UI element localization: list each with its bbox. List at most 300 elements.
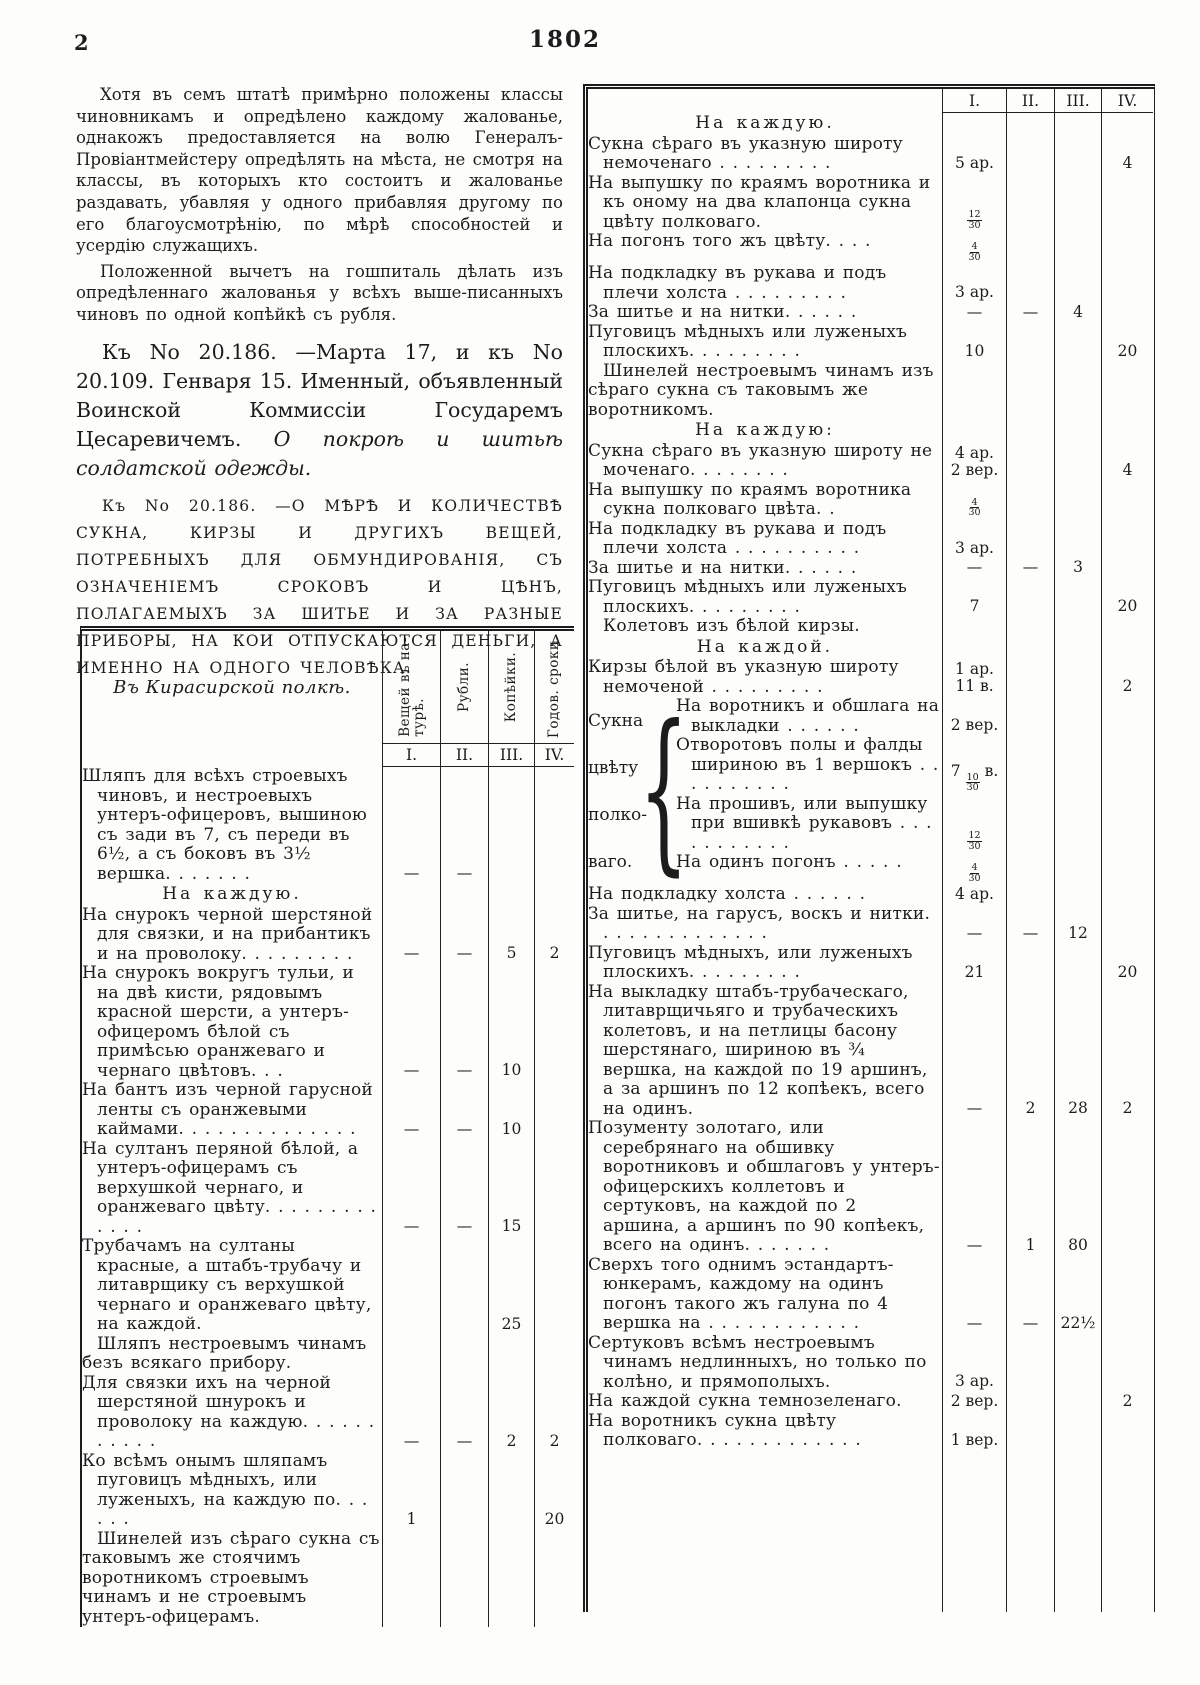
table-row (588, 1412, 1154, 1451)
col-iii-value (1054, 1119, 1101, 1256)
value-text: 7 (969, 597, 980, 615)
col-i-value (382, 1237, 440, 1335)
value-text (967, 821, 981, 851)
col-iv-value (1101, 481, 1153, 520)
col-ii-value (1006, 853, 1054, 885)
rotated-header-cell (440, 631, 488, 743)
fraction-value (967, 210, 981, 230)
value-text: 4 (1122, 153, 1133, 172)
col-i-value (942, 697, 1006, 736)
value-text: 5 (506, 944, 517, 962)
col-i-value (942, 481, 1006, 520)
col-iv-value (534, 1237, 574, 1335)
row-text: На бантъ изъ черной гарусной ленты съ оранжевыми каймами. . . . . . . . . . . . . . (82, 1080, 373, 1139)
col-i-value (942, 944, 1006, 983)
row-text: Сукна сѣраго въ указную широту не моченаго. . . . . . . . (588, 440, 933, 480)
table-row (588, 174, 1154, 233)
col-iii-value (1054, 853, 1101, 885)
value-text: — (1022, 923, 1039, 942)
table-title: Въ Кирасирской полкѣ. (113, 676, 351, 698)
column-header-IV: IV. (534, 743, 574, 767)
value-text: 25 (501, 1314, 522, 1333)
value-text: — (403, 864, 420, 882)
table-row (588, 442, 1154, 481)
fraction-denominator: 30 (968, 840, 981, 852)
col-i-value (382, 1374, 440, 1452)
table-row (82, 1530, 574, 1628)
col-i-value (382, 1530, 440, 1628)
table-row (588, 578, 1154, 617)
col-i-value (942, 135, 1006, 174)
col-iv-value (1101, 264, 1153, 303)
col-iii-value (1054, 578, 1101, 617)
table-fill-row (588, 1451, 1154, 1613)
value-text: 80 (1068, 1235, 1088, 1254)
col-iv-value (534, 884, 574, 906)
value-text: 2 (1025, 1099, 1036, 1117)
fraction-numerator: 4 (971, 496, 978, 508)
column-header-I: I. (942, 89, 1006, 113)
col-ii-value (1006, 983, 1054, 1120)
col-ii-value (1006, 362, 1054, 421)
value-text: 3 ар. (955, 283, 994, 301)
kirasir-regiment-table (80, 626, 574, 1627)
table-header-region (82, 631, 574, 743)
value-text: — (966, 1099, 983, 1117)
col-i-value (942, 905, 1006, 944)
col-iv-value (1101, 113, 1153, 135)
col-i-value (942, 362, 1006, 421)
table-row (82, 884, 574, 906)
fraction-numerator: 12 (968, 209, 981, 220)
table-row (588, 520, 1154, 559)
col-i-value (942, 174, 1006, 233)
col-ii-value (1006, 323, 1054, 362)
value-text: — (456, 1431, 473, 1450)
col-iv-value (1101, 944, 1153, 983)
col-iv-value (1101, 520, 1153, 559)
row-text: Пуговицъ мѣдныхъ или луженыхъ плоскихъ. . . . . . . . . (588, 321, 908, 361)
group-item-row (676, 795, 1154, 854)
col-iii-value (1054, 1392, 1101, 1412)
col-iii-value (488, 767, 534, 884)
col-iii-value (488, 884, 534, 906)
sub-heading: На каждую: (695, 420, 835, 440)
col-i-value (382, 964, 440, 1081)
col-ii-value (1006, 1256, 1054, 1334)
brace-char: { (638, 689, 690, 893)
col-iii-value (1054, 113, 1101, 135)
col-ii-value (1006, 232, 1054, 264)
table-row (588, 481, 1154, 520)
value-text: 15 (501, 1217, 522, 1235)
row-text: За шитье и на нитки. . . . . . (588, 302, 857, 322)
col-i-value (942, 1412, 1006, 1451)
col-iii-value (1054, 135, 1101, 174)
col-iv-value (534, 1374, 574, 1452)
column-numeral-header-row (588, 89, 1154, 113)
col-ii-value (440, 1530, 488, 1628)
row-text: За шитье, на гарусъ, воскъ и нитки. . . . . . . . . . . . . . (588, 903, 931, 943)
row-text: На подкладку холста . . . . . . (588, 884, 866, 904)
col-i-value (942, 1392, 1006, 1412)
sub-heading: На каждой. (696, 636, 834, 657)
value-text: 2 (1122, 1391, 1133, 1410)
row-text: На прошивъ, или выпушку при вшивкѣ рукавовъ . . . . . . . . . . . (676, 793, 932, 853)
value-text: 20 (544, 1509, 565, 1528)
col-ii-value (1006, 944, 1054, 983)
col-ii-value (1006, 520, 1054, 559)
col-iii-value (1054, 905, 1101, 944)
col-ii-value (440, 1140, 488, 1238)
col-iv-value (1101, 1392, 1153, 1412)
value-text: — (966, 1235, 983, 1254)
row-text: На воротникъ и обшлага на выкладки . . . . . . (676, 696, 940, 736)
sub-heading: На каждую. (162, 884, 302, 904)
row-text: Трубачамъ на султаны красные, а штабъ-трубачу и литаврщику съ верхушкой чернаго и оранжеваго цвѣту, на каждой. (82, 1236, 372, 1334)
fraction-value (967, 242, 981, 262)
col-ii-value (440, 1237, 488, 1335)
col-i-value (382, 1140, 440, 1238)
value-text: 1 вер. (950, 1430, 999, 1449)
value-text: 10 (501, 1119, 522, 1138)
col-iii-value (1054, 481, 1101, 520)
fraction-denominator: 30 (966, 782, 979, 793)
value-text: — (966, 923, 983, 942)
col-iii-value (1054, 323, 1101, 362)
col-i-value (942, 983, 1006, 1120)
col-iii-value (488, 1140, 534, 1238)
value-text: — (456, 1061, 473, 1079)
col-iii-value (1054, 983, 1101, 1120)
col-ii-value (440, 767, 488, 884)
col-i-value (382, 906, 440, 965)
col-i-value (382, 884, 440, 906)
fraction-value (967, 498, 981, 518)
col-iv-value (1101, 559, 1153, 579)
col-ii-value (1006, 174, 1054, 233)
row-text: Пуговицъ мѣдныхъ или луженыхъ плоскихъ. . . . . . . . . (588, 577, 908, 617)
table-row (588, 617, 1154, 637)
col-ii-value (1006, 1334, 1054, 1393)
value-text: 2 (549, 944, 560, 962)
col-iii-value (1054, 442, 1101, 481)
col-iv-value (1101, 697, 1153, 736)
table-row (588, 303, 1154, 323)
value-text: 12 (1068, 923, 1088, 942)
col-iv-value (534, 1140, 574, 1238)
table-row (588, 983, 1154, 1120)
col-i-value (942, 323, 1006, 362)
col-ii-value (1006, 135, 1054, 174)
fraction-denominator: 30 (968, 872, 981, 884)
group-label-line: ваго. (588, 851, 633, 872)
value-text: — (456, 864, 473, 882)
col-i-value (942, 264, 1006, 303)
table-row (588, 1119, 1154, 1256)
fill-col-i-value (942, 1451, 1006, 1613)
table-row (82, 906, 574, 965)
col-ii-value (1006, 303, 1054, 323)
table-row (588, 420, 1154, 442)
table-row (588, 905, 1154, 944)
row-text: На подкладку въ рукава и подъ плечи холста . . . . . . . . . (588, 263, 887, 303)
paragraph-salary-note: Хотя въ семъ штатѣ примѣрно положены классы чиновникамъ и опредѣлено каждому жалованье, однакожъ предоставляется на волю Генералъ-Провіантмейстеру опредѣлять на мѣста, не смотря на классы, въ которыхъ кто состоитъ и жалованье раздавать, убавляя у одного прибавляя другому по его благоусмотрѣнію, по мѣрѣ способностей и усердію служащихъ. (76, 85, 563, 256)
rotated-header: Вещей въ на- турѣ. (396, 637, 427, 737)
value-text: — (966, 302, 983, 321)
row-text: На султанъ перяной бѣлой, а унтеръ-офицерамъ съ верхушкой чернаго, и оранжеваго цвѣту. . . . . . . . . . . . . (82, 1138, 377, 1237)
col-ii-value (440, 906, 488, 965)
row-text: На каждой сукна темнозеленаго. (588, 1391, 902, 1411)
value-text: 1 (1025, 1235, 1036, 1254)
col-iii-value (488, 1374, 534, 1452)
col-iv-value (534, 906, 574, 965)
value-text: 20 (1117, 962, 1138, 981)
table-row (82, 1335, 574, 1374)
decree-heading-italic: О покроѣ и шитьѣ солдатской одежды. (76, 426, 563, 480)
value-text: 22½ (1060, 1313, 1096, 1332)
col-i-value (942, 853, 1006, 885)
allowance-table (583, 84, 1155, 1612)
value-text: 4 ар. (955, 884, 994, 903)
value-text: — (1022, 558, 1039, 576)
col-iii-value (1054, 697, 1101, 736)
group-item-row (676, 697, 1154, 736)
row-text: На погонъ того жъ цвѣту. . . . (588, 231, 871, 251)
row-text: Сертуковъ всѣмъ нестроевымъ чинамъ недлинныхъ, но только по колѣно, и прямополыхъ. (588, 1332, 927, 1392)
value-text: 4 (1122, 460, 1133, 479)
row-text: Отворотовъ полы и фалды шириною въ 1 вершокъ . . . . . . . . . . (676, 735, 939, 794)
value-text: 2 вер. (950, 1391, 999, 1410)
row-text: На выпушку по краямъ воротника и къ оному на два клапонца сукна цвѣту полковаго. (588, 172, 931, 232)
col-i-value (942, 559, 1006, 579)
col-iii-value (1054, 1412, 1101, 1451)
table-row (588, 559, 1154, 579)
value-text: — (403, 1217, 420, 1235)
table-row (588, 264, 1154, 303)
row-text: Колетовъ изъ бѣлой кирзы. (603, 616, 860, 636)
row-text: Для связки ихъ на черной шерстяной шнурокъ и проволоку на каждую. . . . . . . . . . . (82, 1372, 375, 1451)
row-text: Сукна сѣраго въ указную широту немоченаго . . . . . . . . . (588, 133, 903, 173)
row-text: Шинелей изъ сѣраго сукна съ таковымъ же стоячимъ воротникомъ строевымъ чинамъ и не строевымъ унтеръ-офицерамъ. (82, 1528, 380, 1627)
table-row (588, 689, 1154, 893)
col-iii-value (1054, 362, 1101, 421)
numeral-header-spacer (82, 743, 382, 767)
value-text: 4 ар. 2 вер. (950, 443, 999, 479)
col-iv-value (1101, 736, 1153, 795)
row-text: На подкладку въ рукава и подъ плечи холста . . . . . . . . . . (588, 518, 887, 558)
rotated-header: Копѣйки. (503, 651, 520, 723)
col-iv-value (1101, 135, 1153, 174)
col-iii-value (488, 964, 534, 1081)
col-i-value (942, 658, 1006, 697)
fill-col-iii-value (1054, 1451, 1101, 1613)
value-text: 2 (1122, 1099, 1133, 1117)
fraction-denominator: 30 (968, 219, 981, 231)
col-i-value (942, 113, 1006, 135)
value-text: 10 (964, 341, 985, 360)
rotated-header: Рубли. (456, 661, 473, 713)
row-text: На снурокъ черной шерстяной для связки, и на прибантикъ и на проволоку. . . . . . . . . (82, 904, 373, 964)
column-header-IV: IV. (1101, 89, 1153, 113)
col-i-value (942, 303, 1006, 323)
col-i-value (942, 885, 1006, 905)
value-text: — (403, 1061, 420, 1079)
row-text: Шляпъ для всѣхъ строевыхъ чиновъ, и нестроевыхъ унтеръ-офицеровъ, вышиною съ зади въ 7, съ переди въ 6½, а съ боковъ въ 3½ вершка. . . . . . . (82, 766, 368, 884)
row-text: На воротникъ сукна цвѣту полковаго. . . . . . . . . . . . . (588, 1410, 861, 1450)
page-number: 2 (74, 30, 89, 55)
subject-body: МѢРѢ И КОЛИЧЕСТВѢ СУКНА, КИРЗЫ И ДРУГИХЪ ВЕЩЕЙ, ПОТРЕБНЫХЪ ДЛЯ ОБМУНДИРОВАНІЯ, СЪ ОЗНАЧЕНІЕМЪ СРОКОВЪ И ЦѢНЪ, ПОЛАГАЕМЫХЪ ЗА ШИТЬЕ И ЗА РАЗНЫЕ ПРИБОРЫ, НА КОИ ОТПУСКАЮТСЯ ДЕНЬГИ, А ИМЕННО НА ОДНОГО ЧЕЛОВѢКА. (76, 496, 563, 677)
row-text: Кирзы бѣлой въ указную широту немоченой . . . . . . . . . (588, 657, 899, 697)
value-text: 2 вер. (950, 716, 999, 734)
table-row (82, 1452, 574, 1530)
col-iv-value (1101, 885, 1153, 905)
col-iv-value (1101, 420, 1153, 442)
value-text (967, 488, 981, 518)
value-text: 20 (1117, 597, 1138, 615)
value-text: — (456, 1217, 473, 1235)
group-item-row (676, 736, 1154, 795)
col-i-value (382, 1452, 440, 1530)
col-iii-value (1054, 264, 1101, 303)
fill-col-iv-value (1101, 1451, 1153, 1613)
row-text: На снурокъ вокругъ тульи, и на двѣ кисти, рядовымъ красной шерсти, а унтеръ-офицеромъ бѣлой съ примѣсью оранжеваго и чернаго цвѣтовъ. . . (82, 963, 354, 1081)
col-ii-value (1006, 637, 1054, 659)
column-numeral-header-row (82, 743, 574, 767)
col-iii-value (1054, 885, 1101, 905)
col-iii-value (488, 1530, 534, 1628)
col-iv-value (1101, 1256, 1153, 1334)
rotated-header-cell (488, 631, 534, 743)
col-ii-value (1006, 559, 1054, 579)
value-text: — (456, 1119, 473, 1138)
col-ii-value (1006, 658, 1054, 697)
col-i-value (942, 232, 1006, 264)
group-label-line: Сукна (588, 710, 644, 731)
col-ii-value (440, 1081, 488, 1140)
column-header-II: II. (440, 743, 488, 767)
column-header-III: III. (1054, 89, 1101, 113)
col-i-value (942, 442, 1006, 481)
col-ii-value (1006, 442, 1054, 481)
col-iv-value (1101, 983, 1153, 1120)
fraction-value (967, 831, 981, 851)
col-ii-value (1006, 905, 1054, 944)
row-text: Позументу золотаго, или серебрянаго на обшивку воротниковъ и обшлаговъ у унтеръ-офицерскихъ коллетовъ и сертуковъ, на каждой по 2 аршина, а аршинъ по 90 копѣекъ, всего на одинъ. . . . . . . (588, 1118, 940, 1255)
col-iv-value (1101, 905, 1153, 944)
fraction-numerator: 4 (971, 241, 978, 252)
table-row (588, 1334, 1154, 1393)
value-text: 28 (1068, 1099, 1088, 1117)
table-row (588, 1392, 1154, 1412)
fill-col-ii-value (1006, 1451, 1054, 1613)
value-text: 21 (964, 962, 985, 981)
col-iii-value (1054, 232, 1101, 264)
value-text (967, 200, 981, 230)
value-text: — (1022, 1313, 1039, 1332)
col-iv-value (1101, 442, 1153, 481)
table-row (82, 1140, 574, 1238)
col-iv-value (1101, 1334, 1153, 1393)
col-ii-value (1006, 617, 1054, 637)
row-text: Шинелей нестроевымъ чинамъ изъ сѣраго сукна съ таковымъ же воротникомъ. (588, 360, 934, 420)
table-row (588, 232, 1154, 264)
col-iv-value (1101, 303, 1153, 323)
col-i-value (942, 736, 1006, 795)
value-text: 2 (1122, 677, 1133, 695)
row-text: На одинъ погонъ . . . . . (676, 852, 902, 872)
decree-heading (76, 338, 563, 483)
value-text (967, 232, 981, 262)
subject-lead: Къ No 20.186. —О (102, 496, 325, 515)
col-i-value (942, 1119, 1006, 1256)
table-row (588, 1256, 1154, 1334)
row-text: За шитье и на нитки. . . . . . (588, 557, 857, 578)
value-text: 7 $\frac{10}{30}$ в. (950, 761, 999, 793)
col-iv-value (534, 767, 574, 884)
table-row (588, 135, 1154, 174)
table-row (82, 1374, 574, 1452)
value-text: — (966, 558, 983, 576)
col-i-value (942, 420, 1006, 442)
col-iv-value (534, 1452, 574, 1530)
col-iv-value (1101, 323, 1153, 362)
col-iii-value (1054, 944, 1101, 983)
row-text: Шляпъ нестроевымъ чинамъ безъ всякаго прибору. (82, 1333, 367, 1373)
col-ii-value (1006, 697, 1054, 736)
fraction-numerator: 10 (966, 771, 979, 783)
value-text: 2 (506, 1431, 517, 1450)
col-iv-value (1101, 1119, 1153, 1256)
fraction-value (966, 773, 980, 793)
rotated-header-cell (382, 631, 440, 743)
col-iii-value (1054, 1334, 1101, 1393)
col-iii-value (1054, 736, 1101, 795)
col-iv-value (1101, 1412, 1153, 1451)
col-iii-value (1054, 658, 1101, 697)
value-text: 3 ар. (955, 538, 994, 557)
fraction-denominator: 30 (968, 251, 981, 263)
fill-spacer (588, 1451, 942, 1613)
brace-glyph (638, 689, 690, 893)
col-ii-value (440, 1335, 488, 1374)
value-text: 3 ар. (955, 1372, 994, 1390)
col-i-value (942, 1334, 1006, 1393)
value-text: 3 (1073, 558, 1083, 576)
col-ii-value (1006, 578, 1054, 617)
table-row (588, 323, 1154, 362)
col-iii-value (1054, 174, 1101, 233)
value-text: — (403, 1119, 420, 1138)
col-iv-value (534, 1335, 574, 1374)
fraction-denominator: 30 (968, 507, 981, 518)
col-ii-value (1006, 1119, 1054, 1256)
col-iv-value (534, 964, 574, 1081)
value-text: — (456, 944, 473, 962)
numeral-header-spacer (588, 89, 942, 113)
row-text: На выкладку штабъ-трубаческаго, литаврщичьяго и трубаческихъ колетовъ, и на петлицы басону шерстянаго, шириною въ ¾ вершка, на каждой по 19 аршинъ, а за аршинъ по 12 копѣекъ, всего на одинъ. (588, 981, 928, 1119)
value-text: — (403, 944, 420, 962)
col-iv-value (1101, 637, 1153, 659)
value-text: 1 ар. 11 в. (955, 660, 994, 695)
col-iv-value (1101, 658, 1153, 697)
fraction-value (967, 863, 981, 883)
left-text-column (76, 84, 563, 682)
column-header-II: II. (1006, 89, 1054, 113)
col-iii-value (488, 1081, 534, 1140)
col-ii-value (440, 1452, 488, 1530)
col-iii-value (488, 1237, 534, 1335)
